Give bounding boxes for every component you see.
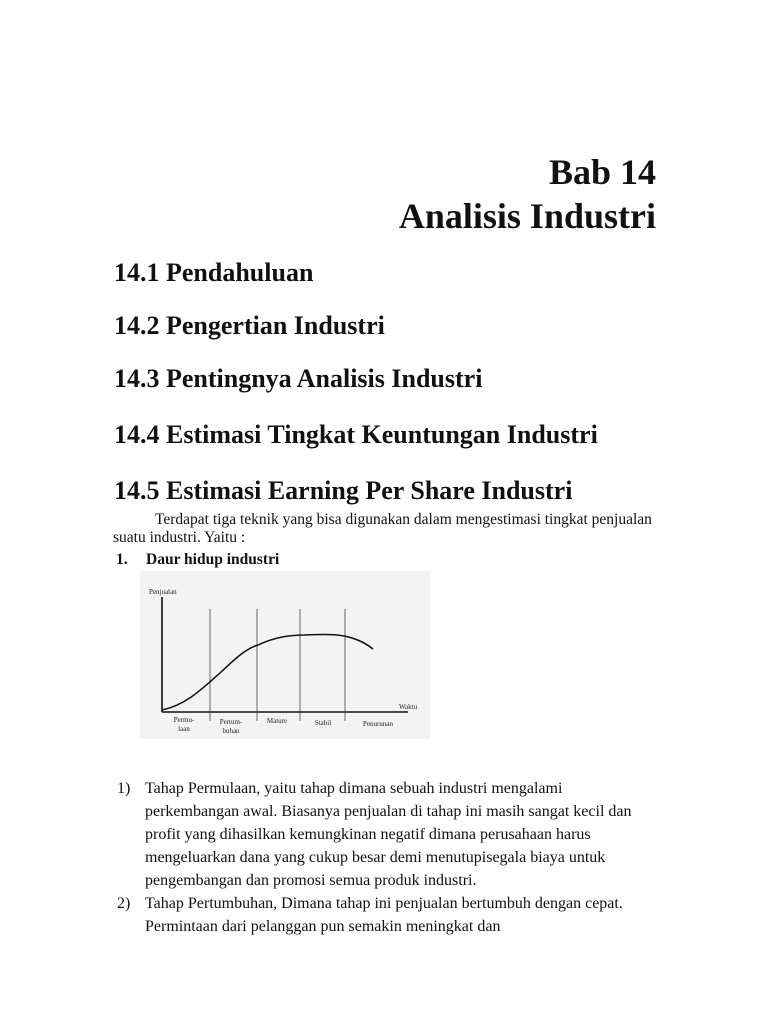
stage-label-penurunan: Penurunan [363,720,393,728]
stage-label-pertumbuhan-2: buhan [222,727,240,735]
technique-number: 1. [116,551,128,568]
stage-description-list [117,777,657,938]
section-heading-14-3: 14.3 Pentingnya Analisis Industri [114,364,483,393]
intro-paragraph [113,511,673,547]
list-item-number: 2) [117,895,131,912]
list-item [117,777,657,892]
industry-life-cycle-figure [140,571,430,739]
chapter-number: Bab 14 [548,152,656,192]
stage-label-stabil: Stabil [314,719,332,727]
list-item-text: Tahap Permulaan, yaitu tahap dimana sebuah industri mengalami perkembangan awal. Biasanya penjualan di tahap ini masih sangat kecil dan profit yang dihasilkan kemungkinan negatif dimana perusahaan harus mengeluarkan dana yang cukup besar demi menutupisegala biaya untuk pengembangan dan promosi semua produk industri. [145,780,632,889]
list-item [117,892,657,938]
section-heading-14-5: 14.5 Estimasi Earning Per Share Industri [114,476,573,505]
stage-label-permulaan-2: laan [178,725,190,733]
technique-heading [116,551,279,569]
list-item-number: 1) [117,780,131,797]
list-item-text: Tahap Pertumbuhan, Dimana tahap ini penjualan bertumbuh dengan cepat. Permintaan dari pelanggan pun semakin meningkat dan [145,895,623,935]
figure-x-label: Waktu [399,703,418,711]
stage-label-mature: Mature [266,717,288,725]
chapter-title: Analisis Industri [398,196,656,236]
section-heading-14-4: 14.4 Estimasi Tingkat Keuntungan Industri [114,420,598,449]
figure-y-label: Penjualan [149,588,177,596]
stage-label-permulaan-1: Permu- [173,716,195,724]
intro-text: Terdapat tiga teknik yang bisa digunakan dalam mengestimasi tingkat penjualan suatu industri. Yaitu : [113,511,652,546]
stage-label-pertumbuhan-1: Pertum- [219,718,243,726]
technique-title: Daur hidup industri [146,551,280,568]
section-heading-14-2: 14.2 Pengertian Industri [114,311,385,340]
section-heading-14-1: 14.1 Pendahuluan [114,258,314,287]
life-cycle-curve [162,634,373,710]
